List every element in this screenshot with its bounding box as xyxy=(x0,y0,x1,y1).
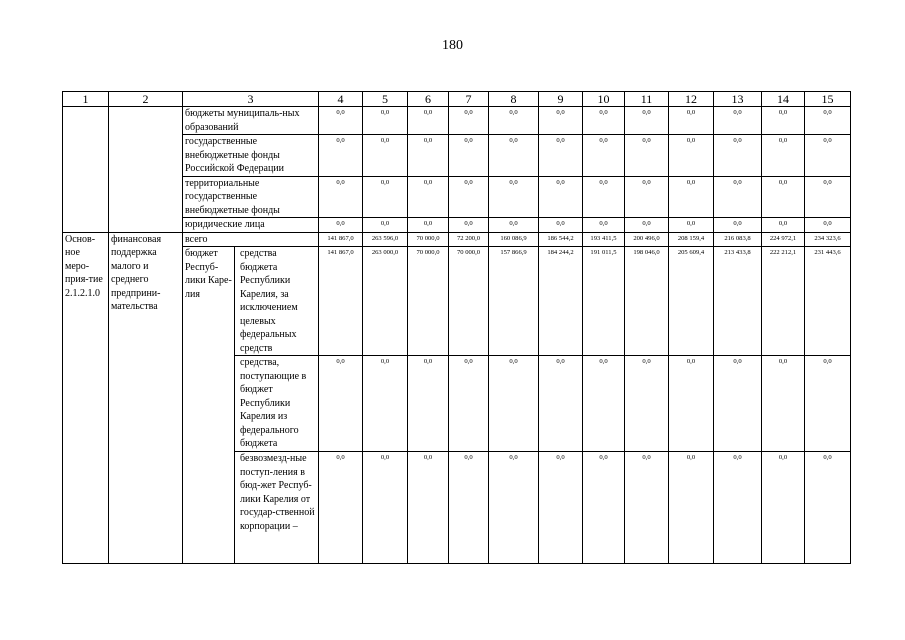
value-cell: 70 000,0 xyxy=(449,247,489,356)
value-cell: 0,0 xyxy=(449,356,489,452)
value-cell: 0,0 xyxy=(583,356,625,452)
value-cell: 0,0 xyxy=(805,107,851,135)
value-cell: 0,0 xyxy=(489,218,539,233)
value-cell: 0,0 xyxy=(408,452,449,564)
value-cell: 0,0 xyxy=(805,176,851,218)
value-cell: 0,0 xyxy=(449,176,489,218)
value-cell: 0,0 xyxy=(539,135,583,177)
header-row xyxy=(63,92,851,107)
value-cell: 157 866,9 xyxy=(489,247,539,356)
value-cell: 0,0 xyxy=(539,356,583,452)
value-cell: 0,0 xyxy=(625,218,669,233)
value-cell: 0,0 xyxy=(319,452,363,564)
header-cell: 3 xyxy=(183,92,319,107)
page-number: 180 xyxy=(442,38,463,53)
value-cell: 0,0 xyxy=(489,107,539,135)
value-cell: 0,0 xyxy=(583,107,625,135)
value-cell: 0,0 xyxy=(669,452,714,564)
value-cell: 0,0 xyxy=(583,218,625,233)
value-cell: 0,0 xyxy=(489,356,539,452)
value-cell: 0,0 xyxy=(539,218,583,233)
header-cell: 9 xyxy=(539,92,583,107)
value-cell: 0,0 xyxy=(805,356,851,452)
value-cell: 160 086,9 xyxy=(489,232,539,247)
value-cell: 0,0 xyxy=(625,452,669,564)
value-cell: 72 200,0 xyxy=(449,232,489,247)
value-cell: 0,0 xyxy=(319,176,363,218)
value-cell: 0,0 xyxy=(408,107,449,135)
source-label: юридические лица xyxy=(183,218,319,233)
value-cell: 0,0 xyxy=(319,218,363,233)
header-cell: 8 xyxy=(489,92,539,107)
value-cell: 263 000,0 xyxy=(363,247,408,356)
value-cell: 0,0 xyxy=(319,356,363,452)
value-cell: 0,0 xyxy=(539,107,583,135)
header-cell: 14 xyxy=(762,92,805,107)
value-cell: 0,0 xyxy=(489,135,539,177)
empty-cell xyxy=(109,107,183,233)
value-cell: 0,0 xyxy=(669,176,714,218)
value-cell: 198 046,0 xyxy=(625,247,669,356)
value-cell: 184 244,2 xyxy=(539,247,583,356)
value-cell: 0,0 xyxy=(714,356,762,452)
header-cell: 5 xyxy=(363,92,408,107)
value-cell: 0,0 xyxy=(625,176,669,218)
value-cell: 222 212,1 xyxy=(762,247,805,356)
value-cell: 0,0 xyxy=(408,176,449,218)
value-cell: 216 083,8 xyxy=(714,232,762,247)
value-cell: 70 000,0 xyxy=(408,232,449,247)
value-cell: 0,0 xyxy=(363,176,408,218)
value-cell: 0,0 xyxy=(805,452,851,564)
value-cell: 0,0 xyxy=(762,135,805,177)
value-cell: 0,0 xyxy=(363,135,408,177)
value-cell: 0,0 xyxy=(583,176,625,218)
value-cell: 0,0 xyxy=(762,176,805,218)
value-cell: 0,0 xyxy=(539,452,583,564)
value-cell: 231 443,6 xyxy=(805,247,851,356)
value-cell: 0,0 xyxy=(625,356,669,452)
value-cell: 0,0 xyxy=(669,107,714,135)
value-cell: 0,0 xyxy=(363,356,408,452)
header-cell: 7 xyxy=(449,92,489,107)
value-cell: 0,0 xyxy=(449,218,489,233)
value-cell: 0,0 xyxy=(583,135,625,177)
value-cell: 0,0 xyxy=(449,135,489,177)
value-cell: 0,0 xyxy=(762,452,805,564)
value-cell: 0,0 xyxy=(408,135,449,177)
activity-code: Основ-ное меро-прия-тие 2.1.2.1.0 xyxy=(63,232,109,564)
source-label: средства бюджета Республики Карелия, за исключением целевых федеральных средств xyxy=(235,247,319,356)
total-label: всего xyxy=(183,232,319,247)
value-cell: 0,0 xyxy=(583,452,625,564)
header-cell: 2 xyxy=(109,92,183,107)
value-cell: 0,0 xyxy=(669,356,714,452)
budget-table xyxy=(62,91,851,564)
header-cell: 12 xyxy=(669,92,714,107)
value-cell: 263 596,0 xyxy=(363,232,408,247)
empty-cell xyxy=(63,107,109,233)
activity-name: финансовая поддержка малого и среднего предприни-мательства xyxy=(109,232,183,564)
value-cell: 0,0 xyxy=(714,218,762,233)
source-label: государственные внебюджетные фонды Российской Федерации xyxy=(183,135,319,177)
header-cell: 10 xyxy=(583,92,625,107)
value-cell: 0,0 xyxy=(762,356,805,452)
value-cell: 0,0 xyxy=(669,135,714,177)
source-label: бюджеты муниципаль-ных образований xyxy=(183,107,319,135)
table-row xyxy=(63,107,851,135)
value-cell: 0,0 xyxy=(408,356,449,452)
value-cell: 70 000,0 xyxy=(408,247,449,356)
value-cell: 0,0 xyxy=(363,107,408,135)
budget-label: бюджет Респуб-лики Каре-лия xyxy=(183,247,235,564)
value-cell: 0,0 xyxy=(714,176,762,218)
value-cell: 0,0 xyxy=(625,135,669,177)
table-row xyxy=(63,232,851,247)
value-cell: 234 323,6 xyxy=(805,232,851,247)
value-cell: 0,0 xyxy=(319,135,363,177)
source-label: безвозмезд-ные поступ-ления в бюд-жет Респуб-лики Карелия от государ-ственной корпорации – xyxy=(235,452,319,564)
value-cell: 0,0 xyxy=(449,452,489,564)
value-cell: 0,0 xyxy=(762,107,805,135)
source-label: средства, поступающие в бюджет Республики Карелия из федерального бюджета xyxy=(235,356,319,452)
header-cell: 13 xyxy=(714,92,762,107)
value-cell: 0,0 xyxy=(539,176,583,218)
header-cell: 15 xyxy=(805,92,851,107)
value-cell: 200 496,0 xyxy=(625,232,669,247)
value-cell: 213 433,8 xyxy=(714,247,762,356)
value-cell: 186 544,2 xyxy=(539,232,583,247)
header-cell: 4 xyxy=(319,92,363,107)
value-cell: 0,0 xyxy=(625,107,669,135)
value-cell: 0,0 xyxy=(489,176,539,218)
value-cell: 191 011,5 xyxy=(583,247,625,356)
value-cell: 0,0 xyxy=(714,452,762,564)
value-cell: 0,0 xyxy=(449,107,489,135)
value-cell: 205 609,4 xyxy=(669,247,714,356)
value-cell: 193 411,5 xyxy=(583,232,625,247)
value-cell: 0,0 xyxy=(408,218,449,233)
value-cell: 0,0 xyxy=(363,218,408,233)
value-cell: 224 972,1 xyxy=(762,232,805,247)
header-cell: 11 xyxy=(625,92,669,107)
source-label: территориальные государственные внебюджетные фонды xyxy=(183,176,319,218)
value-cell: 141 867,0 xyxy=(319,232,363,247)
value-cell: 0,0 xyxy=(714,135,762,177)
header-cell: 6 xyxy=(408,92,449,107)
value-cell: 0,0 xyxy=(489,452,539,564)
value-cell: 0,0 xyxy=(363,452,408,564)
value-cell: 0,0 xyxy=(669,218,714,233)
value-cell: 0,0 xyxy=(805,135,851,177)
header-cell: 1 xyxy=(63,92,109,107)
value-cell: 0,0 xyxy=(319,107,363,135)
value-cell: 0,0 xyxy=(805,218,851,233)
value-cell: 0,0 xyxy=(714,107,762,135)
value-cell: 141 867,0 xyxy=(319,247,363,356)
value-cell: 0,0 xyxy=(762,218,805,233)
value-cell: 208 159,4 xyxy=(669,232,714,247)
